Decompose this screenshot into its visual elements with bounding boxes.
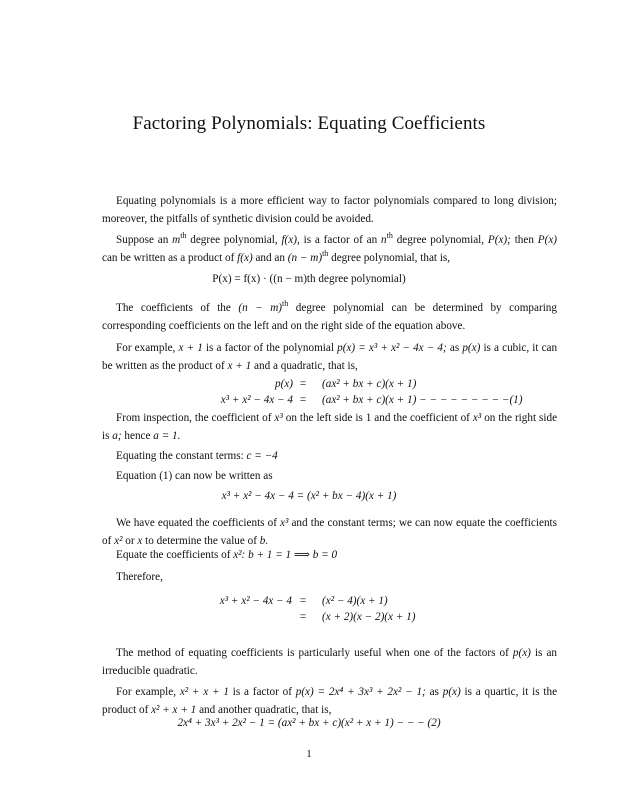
page-number: 1: [306, 748, 312, 760]
align2-row2-rhs: (x + 2)(x − 2)(x + 1): [322, 611, 416, 623]
align2-row1-lhs: x³ + x² − 4x − 4: [219, 595, 292, 607]
text-fragment: and the constant terms; we can now equate the coefficients of: [102, 517, 558, 547]
text-fragment: as: [449, 342, 460, 354]
math-x3: x³: [274, 412, 283, 424]
math-n-minus-m: (n − m): [287, 252, 323, 264]
text-fragment: or: [125, 535, 135, 547]
paragraph-intro: [102, 192, 557, 228]
text-fragment: is a factor of an: [303, 234, 378, 246]
math-m: m: [172, 234, 181, 246]
math-n: n: [381, 234, 387, 246]
text-fragment: hence: [124, 430, 151, 442]
math-x-plus-1: x + 1: [227, 360, 252, 372]
math-b-equation: b + 1 = 1 ⟹ b = 0: [248, 549, 338, 561]
text-fragment: degree polynomial can be determined by comparing corresponding coefficients on the left and on the right side of the equation above.: [102, 302, 557, 332]
align1-row1-lhs: p(x): [274, 378, 293, 390]
superscript-th: th: [322, 249, 329, 258]
math-c-value: c = −4: [246, 450, 278, 462]
text-fragment: The coefficients of the: [116, 302, 231, 314]
math-a: a;: [112, 430, 122, 442]
math-a-equals-1: a = 1.: [153, 430, 181, 442]
math-fx: f(x): [237, 252, 253, 264]
math-x: x: [137, 535, 143, 547]
align1-row1-rhs: (ax² + bx + c)(x + 1): [322, 378, 417, 390]
text-fragment: on the right side is: [102, 412, 558, 442]
paragraph-inspection: [102, 409, 557, 445]
text-fragment: as: [429, 686, 439, 698]
text-fragment: to determine the value of: [145, 535, 257, 547]
text-fragment: degree polynomial,: [190, 234, 278, 246]
text-fragment: degree polynomial,: [396, 234, 485, 246]
align1-row2-lhs: x³ + x² − 4x − 4: [220, 394, 293, 406]
text-fragment: Equate the coefficients of: [116, 549, 231, 561]
text-fragment: is a cubic, it can be written as the product of: [102, 342, 558, 372]
text-fragment: is a factor of: [232, 686, 292, 698]
math-quadratic: x² + x + 1: [179, 686, 229, 698]
paragraph-coefficients: [102, 299, 557, 335]
align2-row1-equals: =: [299, 595, 307, 607]
math-x2: x²: [114, 535, 123, 547]
text-fragment: We have equated the coefficients of: [116, 517, 277, 529]
math-quadratic: x² + x + 1: [151, 704, 197, 716]
math-px: p(x): [462, 342, 481, 354]
paragraph-intro-text: Equating polynomials is a more efficient way to factor polynomials compared to long division; moreover, the pitfalls of synthetic division could be avoided.: [102, 195, 557, 225]
text-fragment: Equation (1) can now be written as: [116, 470, 273, 482]
equation-align-2: [0, 595, 618, 635]
align2-row2-equals: =: [299, 611, 307, 623]
paragraph-method: [102, 644, 557, 680]
document-title: Factoring Polynomials: Equating Coefficients: [132, 113, 486, 134]
text-fragment: Therefore,: [116, 571, 163, 583]
paragraph-suppose: [102, 231, 557, 267]
text-fragment: on the left side is 1 and the coefficient of: [285, 412, 470, 424]
text-fragment: The method of equating coefficients is particularly useful when one of the factors of: [116, 647, 509, 659]
text-fragment: is an irreducible quadratic.: [102, 647, 558, 677]
equation-main: P(x) = f(x) · ((n − m)th degree polynomial): [212, 273, 406, 285]
paragraph-equation-1: [102, 467, 557, 485]
math-x2: x²:: [233, 549, 246, 561]
paragraph-example-cubic: [102, 339, 557, 375]
text-fragment: Equating the constant terms:: [116, 450, 244, 462]
paragraph-equated: [102, 514, 557, 550]
superscript-th: th: [180, 231, 187, 240]
math-x3: x³: [280, 517, 289, 529]
math-px: p(x): [442, 686, 461, 698]
math-x3: x³: [472, 412, 482, 424]
math-Px: P(x);: [487, 234, 511, 246]
text-fragment: Suppose an: [116, 234, 169, 246]
math-b: b.: [259, 535, 269, 547]
align1-row2-equals: =: [299, 394, 307, 406]
math-px: p(x): [512, 647, 531, 659]
text-fragment: For example,: [116, 686, 177, 698]
align2-row1-rhs: (x² − 4)(x + 1): [322, 595, 388, 607]
superscript-th: th: [386, 231, 393, 240]
text-fragment: From inspection, the coefficient of: [116, 412, 272, 424]
align1-row1-equals: =: [299, 378, 307, 390]
align1-row2-rhs: (ax² + bx + c)(x + 1) − − − − − − − − −(1): [322, 394, 523, 406]
text-fragment: and another quadratic, that is,: [199, 704, 332, 716]
equation-rewritten: x³ + x² − 4x − 4 = (x² + bx − 4)(x + 1): [221, 490, 397, 502]
math-Px: P(x): [537, 234, 558, 246]
math-px-definition: p(x) = x³ + x² − 4x − 4;: [337, 342, 447, 354]
text-fragment: degree polynomial, that is,: [331, 252, 451, 264]
text-fragment: is a factor of the polynomial: [205, 342, 334, 354]
superscript-th: th: [282, 299, 289, 308]
math-fx: f(x),: [281, 234, 300, 246]
paragraph-therefore: [102, 568, 557, 586]
text-fragment: is a quartic, it is the product of: [102, 686, 558, 716]
text-fragment: then: [514, 234, 534, 246]
math-px-quartic: p(x) = 2x⁴ + 3x³ + 2x² − 1;: [295, 686, 426, 698]
math-x-plus-1: x + 1: [178, 342, 203, 354]
paragraph-equate-x2: [102, 546, 557, 564]
paragraph-example-quartic: [102, 683, 557, 719]
text-fragment: can be written as a product of: [102, 252, 235, 264]
text-fragment: For example,: [116, 342, 176, 354]
paragraph-constant-terms: [102, 447, 557, 465]
equation-quartic: 2x⁴ + 3x³ + 2x² − 1 = (ax² + bx + c)(x² + x + 1) − − − (2): [177, 717, 441, 729]
text-fragment: and a quadratic, that is,: [254, 360, 358, 372]
math-n-minus-m: (n − m): [238, 302, 283, 314]
text-fragment: and an: [255, 252, 285, 264]
